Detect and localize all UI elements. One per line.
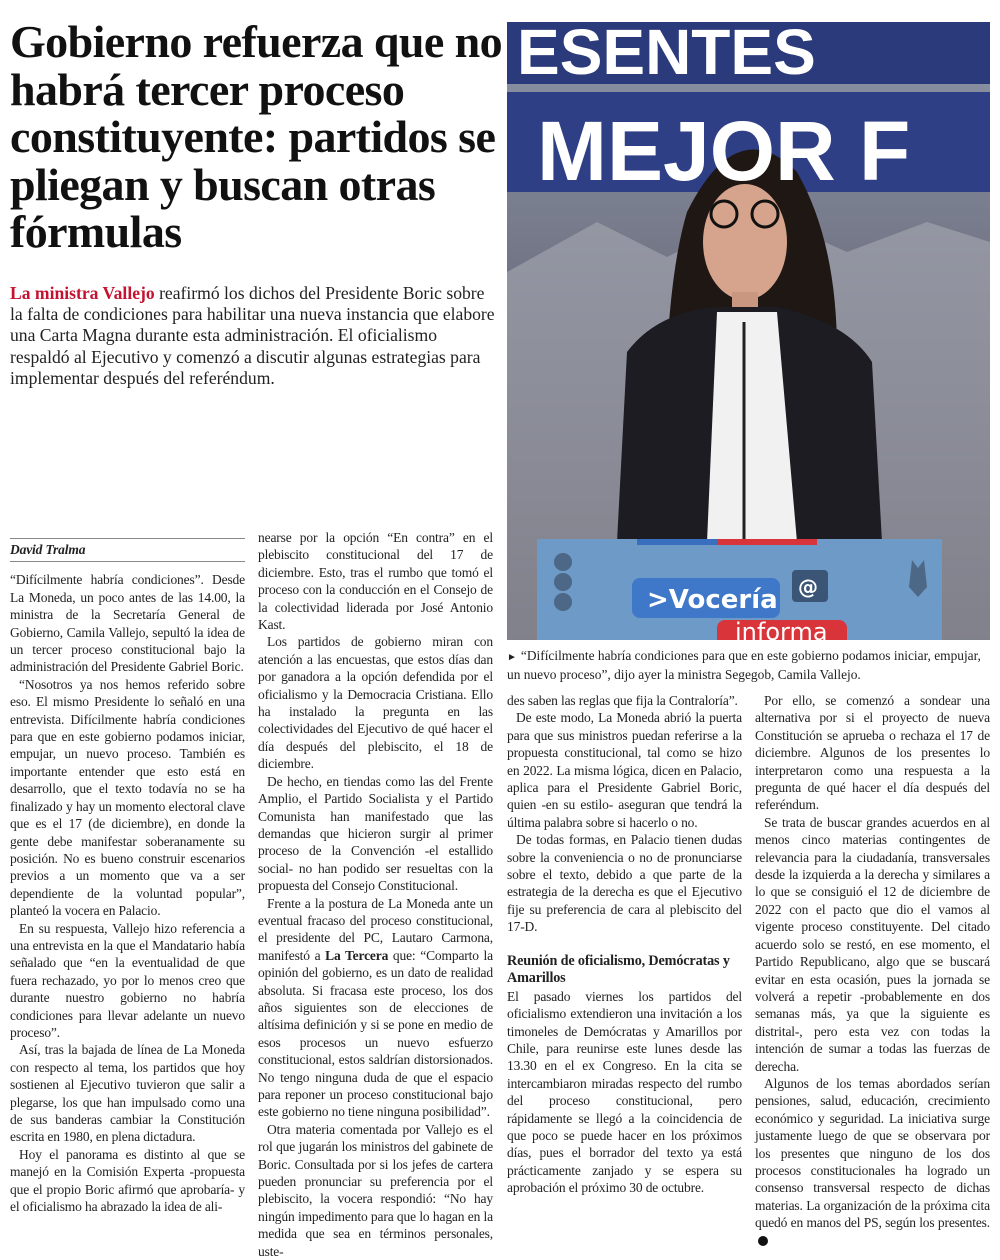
caption-text: “Difícilmente habría condiciones para que en este gobierno podamos iniciar, empujar, un nuevo proceso”, dijo ayer la ministra Segegob, Camila Vallejo. — [507, 648, 981, 682]
paragraph: Por ello, se comenzó a sondear una alternativa por si el proyecto de nueva Constitución se aprueba o rechaza el 17 de diciembre. Algunos de los presentes lo interpretaron como una respuesta a la pregunta de qué hacer el día después del referéndum. — [755, 693, 990, 813]
paragraph: Se trata de buscar grandes acuerdos en al menos cinco materias contingentes de relevancia para la ciudadanía, transversales desde la izquierda a la derecha y similares a lo que se consiguió el 12 de diciembre de 2022 con el pacto que dio el vamos al vigente proceso constituyente. Del citado acuerdo solo se restó, en ese momento, el Partido Republicano, algo que se buscará evitar en esta ocasión, pues la jornada se volverá a repetir -probablemente en dos semanas más, ya que la siguiente es distrital-, pero esta vez con todas la intención de sumar a todas las fuerzas de derecha. — [755, 814, 990, 1074]
lead-text: reafirmó los dichos del Presidente Boric sobre la falta de condiciones para habilitar una nueva instancia que elabore una Carta Magna durante esta administración. El oficialismo respaldó al Ejecutivo y comenzó a discutir algunas estrategias para implementar después del referéndum. — [10, 283, 495, 388]
lead-kicker: La ministra Vallejo — [10, 283, 155, 303]
article-photo — [507, 22, 990, 640]
section-subhead: Reunión de oficialismo, Demócratas y Amarillos — [507, 952, 730, 987]
paragraph: Así, tras la bajada de línea de La Moneda con respecto al tema, los partidos que hoy sostienen al Ejecutivo tuvieron que salir a plegarse, los que han impulsado como una de sus banderas cambiar la Constitución escrita en 1980, en plena dictadura. — [10, 1042, 245, 1145]
paragraph — [755, 1075, 990, 1249]
paragraph: Hoy el panorama es distinto al que se manejó en la Comisión Experta -propuesta que el propio Boric afirmó que aprobaría- y el oficialismo ha abrazado la idea de ali- — [10, 1146, 245, 1215]
article-column-3 — [507, 692, 742, 1197]
paragraph: “Nosotros ya nos hemos referido sobre eso. El mismo Presidente lo señaló en una entrevista. Difícilmente habría condiciones para que en este gobierno podamos iniciar, empujar, un nuevo proceso. También es importante entender que esto está en desarrollo, que el texto todavía no se ha finalizado y hay un momento electoral clave que es el 17 (de diciembre), en donde la gente debe manifestar soberanamente su posición. No es bueno construir escenarios previos a un momento que va a ser dependiente de la voluntad popular”, planteó la vocera en Palacio. — [10, 676, 245, 919]
paragraph: De este modo, La Moneda abrió la puerta para que sus ministros puedan referirse a la propuesta constitucional, tal como se hizo en 2022. La misma lógica, dicen en Palacio, aplica para el Presidente Gabriel Boric, quien -en su estilo- aseguran que tendrá la última palabra sobre si hacerlo o no. — [507, 710, 742, 830]
article-column-2 — [258, 529, 493, 1260]
paragraph: nearse por la opción “En contra” en el plebiscito constitucional del 17 de diciembre. Esto, tras el rumbo que tomó el proceso con la conducción en el Consejo de la colectividad liderada por José Antonio Kast. — [258, 530, 493, 633]
paragraph: Otra materia comentada por Vallejo es el rol que jugarán los ministros del gabinete de Boric. Consultada por si los jefes de cartera pueden pronunciar su preferencia por el plebiscito, la vocera respondió: “No hay ningún impedimento para que lo hagan en la medida que sea en términos personales, uste- — [258, 1121, 493, 1259]
paragraph: des saben las reglas que fija la Contraloría”. — [507, 693, 738, 708]
paragraph: De todas formas, en Palacio tienen dudas sobre la conveniencia o no de pronunciarse sobre el texto, debido a que parte de la estrategia de la derecha es que el Ejecutivo fije su preferencia de cara al plebiscito del 17-D. — [507, 832, 742, 935]
paragraph: “Difícilmente habría condiciones”. Desde La Moneda, un poco antes de las 14.00, la ministra de la Secretaría General de Gobierno, Camila Vallejo, sepultó la idea de un tercer proceso constitucional bajo la administración del Presidente Gabriel Boric. — [10, 572, 245, 675]
photo-illustration — [507, 22, 990, 640]
paragraph: Los partidos de gobierno miran con atención a las encuestas, que estos días dan por ganadora a la opción defendida por el oficialismo y la Democracia Cristiana. Ello ha instalado la pregunta en las colectividades del Ejecutivo de qué hacer el día después del plebiscito, el 18 de diciembre. — [258, 634, 493, 772]
newspaper-name: La Tercera — [325, 947, 389, 963]
paragraph: El pasado viernes los partidos del oficialismo extendieron una invitación a los timoneles de Demócratas y Amarillos por Chile, para reunirse este lunes desde las 13.30 en el ex Congreso. En la cita se intercambiaron miradas respecto del rumbo del proceso constitucional, pero rápidamente se llegó a la coincidencia de que poco se puede hacer en los próximos días, pues el borrador del texto ya está prácticamente zanjado y se espera su aprobación el próximo 30 de octubre. — [507, 988, 742, 1196]
paragraph: De hecho, en tiendas como las del Frente Amplio, el Partido Socialista y el Partido Comunista han manifestado que las demandas que hicieron surgir al primer proceso de la Convención -el estallido social- no han podido ser resueltas con la propuesta del Consejo Constitucional. — [258, 773, 493, 894]
banner-text-1: ESENTES — [517, 22, 816, 88]
lead-paragraph — [10, 283, 498, 389]
headline: Gobierno refuerza que no habrá tercer proceso constituyente: partidos se pliegan y buscan otras fórmulas — [10, 16, 502, 257]
byline: David Tralma — [10, 538, 245, 562]
photo-caption — [507, 647, 992, 683]
podium-label-2: informa — [735, 618, 828, 640]
paragraph-text: Frente a la postura de La Moneda ante un eventual fracaso del proceso constitucional, el presidente del PC, Lautaro Carmona, manifestó a — [258, 895, 493, 963]
podium-at-sign: @ — [798, 575, 818, 599]
paragraph: En su respuesta, Vallejo hizo referencia a una entrevista en la que el Mandatario había señalado que “en la eventualidad de que fuera rechazado, yo por lo menos creo que durante nuestro gobierno no habría condiciones para llevar adelante un nuevo proceso”. — [10, 920, 245, 1040]
article-column-1 — [10, 538, 245, 1215]
paragraph — [258, 895, 493, 1121]
article-column-4 — [755, 692, 990, 1249]
paragraph-text: Algunos de los temas abordados serían pensiones, salud, educación, crecimiento económico y seguridad. La iniciativa surge justamente luego de que se observara por los presentes que ninguno de los dos procesos constitucionales ha logrado un consenso transversal respecto de dichas materias. La organización de la próxima cita quedó en manos del PS, según los presentes. — [755, 1075, 990, 1231]
end-of-article-dot-icon — [758, 1236, 768, 1246]
caption-marker-icon: ► — [507, 652, 517, 663]
paragraph-text: que: “Comparto la opinión del gobierno, es un dato de realidad absoluta. Si fracasa este proceso, los dos años siguientes son de elecciones de altísima definición y si se pone en medio de esos procesos un nuevo esfuerzo constitucional, estos saldrían distorsionados. No tengo ninguna duda de que el espacio para reponer un proceso constitucional bajo este gobierno no tiene ninguna posibilidad”. — [258, 947, 493, 1120]
podium-label-1: >Vocería — [647, 585, 778, 615]
banner-text-2: MEJOR F — [537, 104, 911, 198]
